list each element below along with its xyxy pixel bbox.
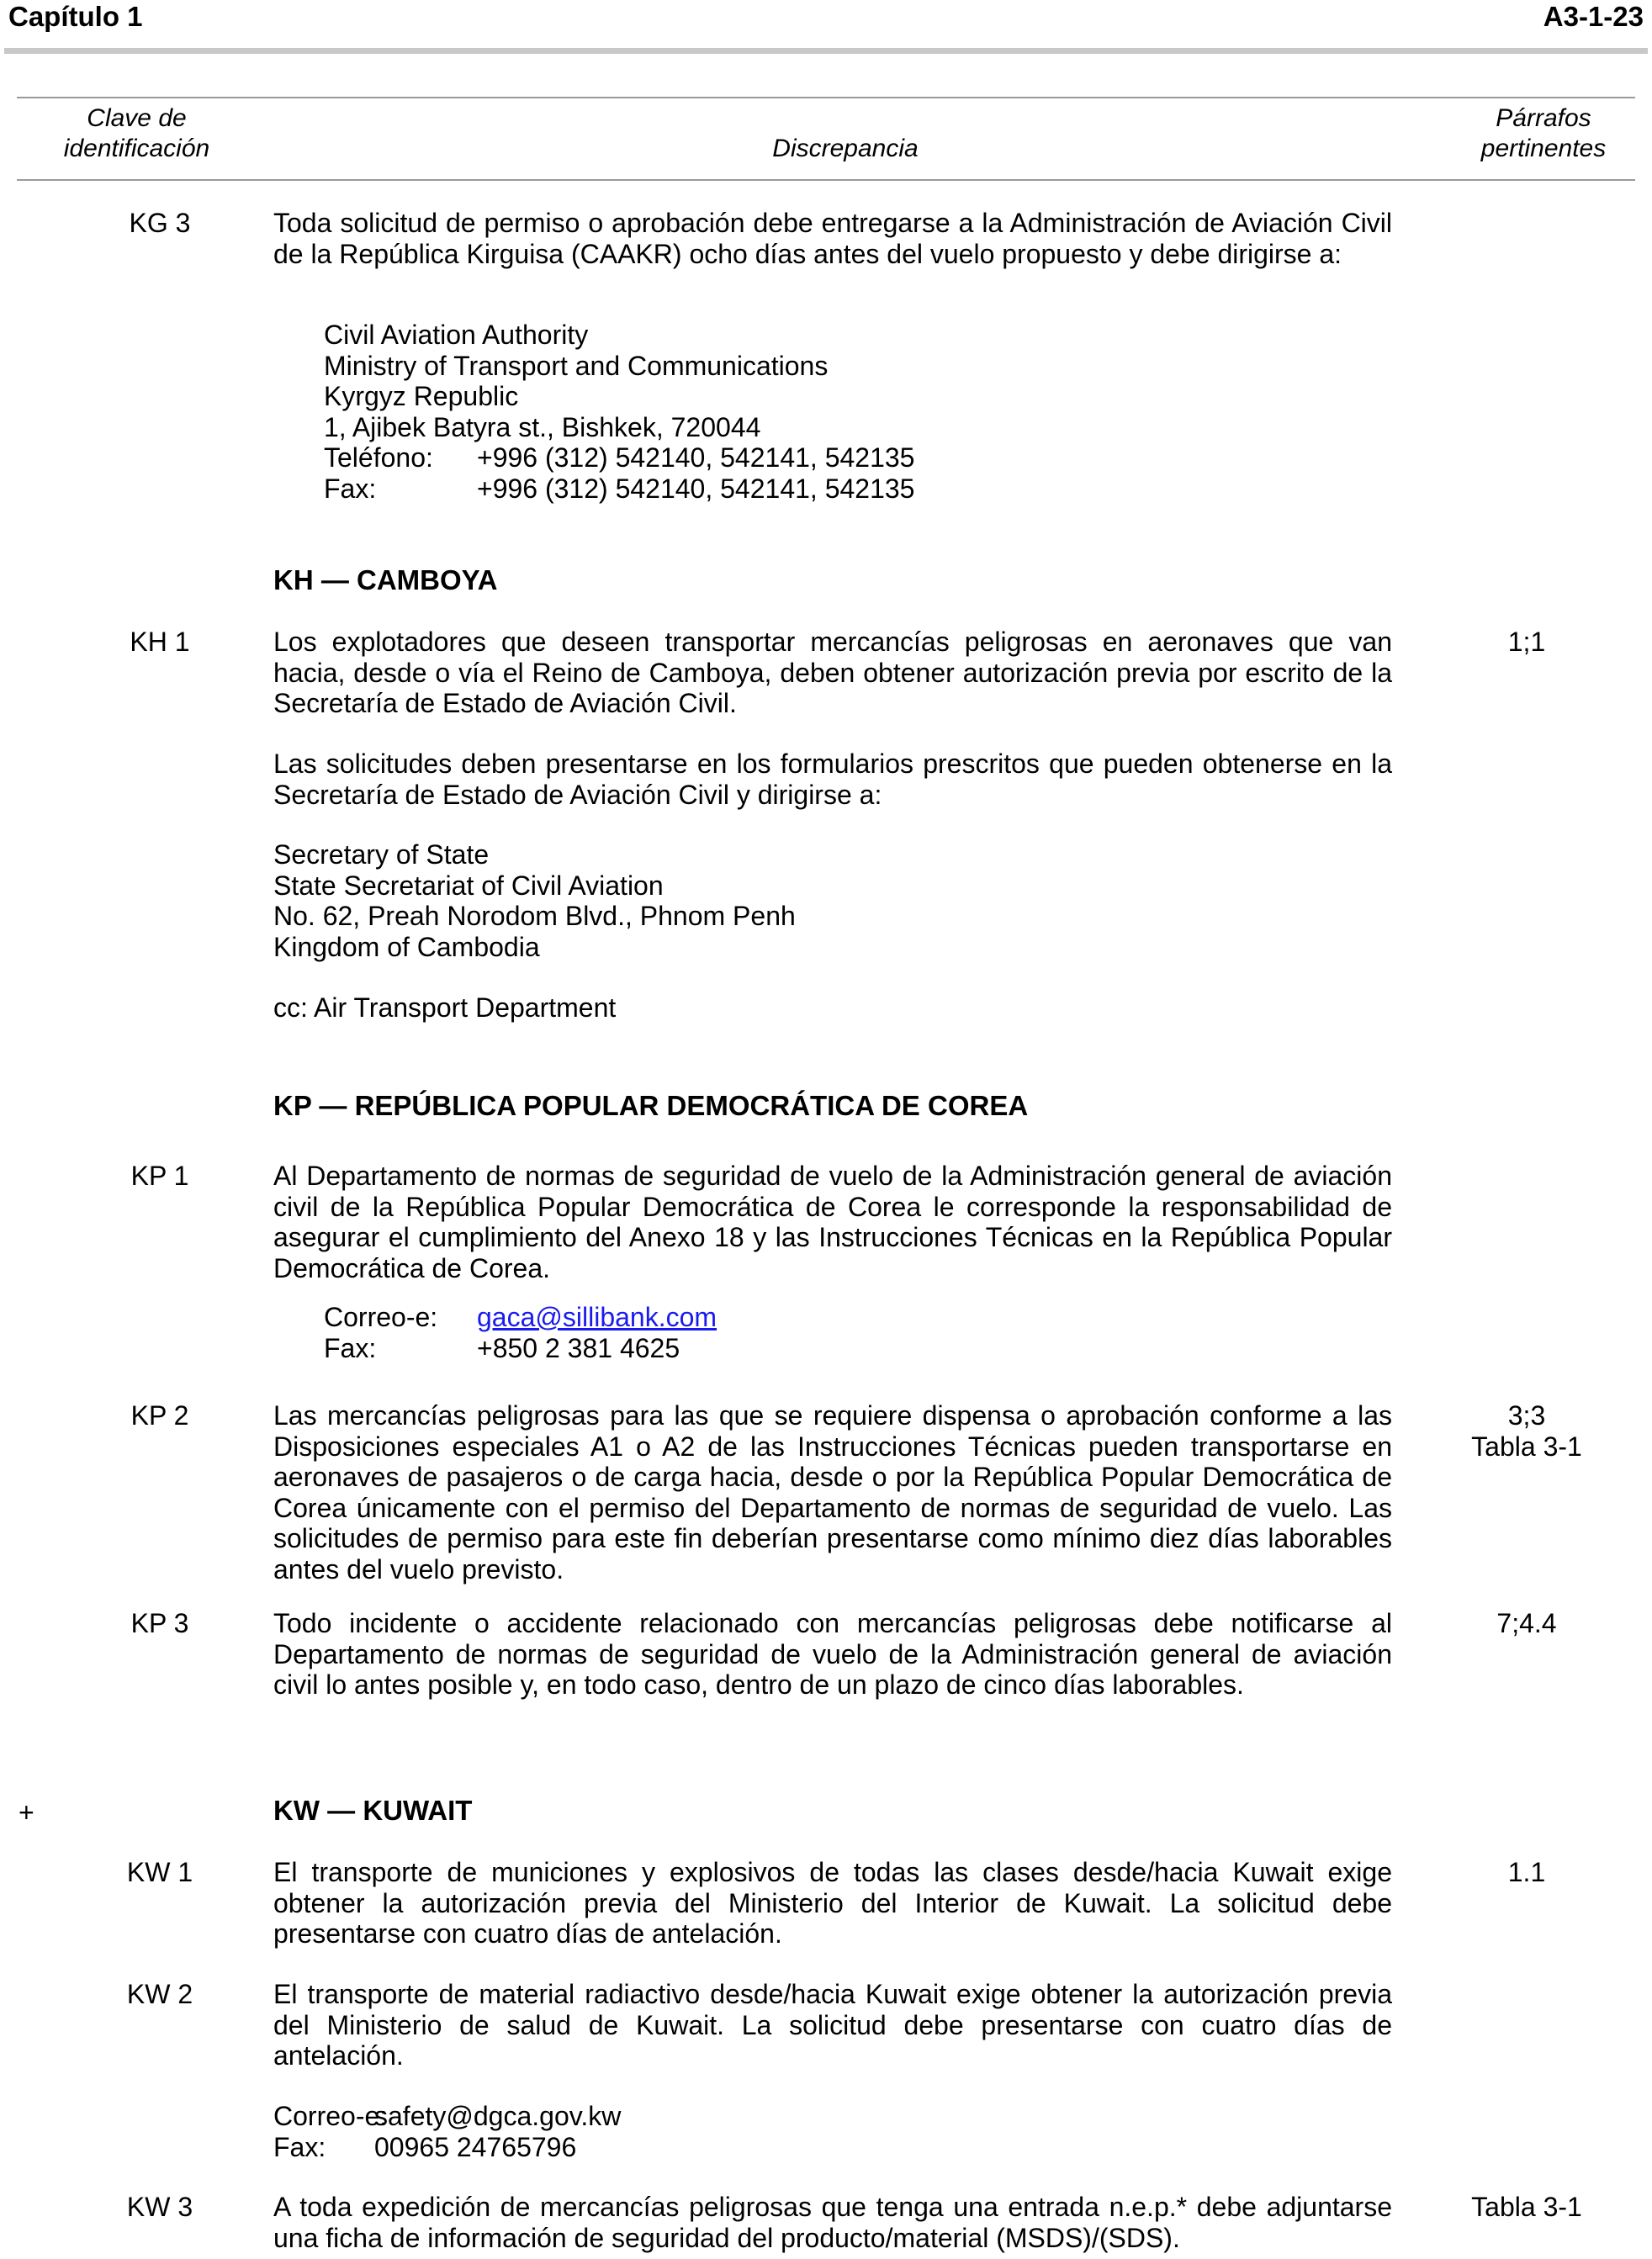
entry-text-kh1-applications: Las solicitudes deben presentarse en los formularios prescritos que pueden obtenerse en la Secretaría de Estado de Aviación Civil y dirigirse a: (273, 749, 1392, 810)
entry-key-kw2: KW 2 (126, 1979, 193, 2009)
entry-ref-kp3: 7;4.4 (1496, 1608, 1557, 1638)
chapter-title: Capítulo 1 (8, 1, 143, 32)
email-link[interactable]: gaca@sillibank.com (477, 1302, 717, 1332)
fax-row: Fax: +850 2 381 4625 (324, 1332, 680, 1363)
column-heading-key: Clave de identificación (63, 104, 210, 162)
section-heading-kp: KP — REPÚBLICA POPULAR DEMOCRÁTICA DE COREA (273, 1090, 1029, 1121)
header-divider (4, 48, 1648, 54)
entry-key-kp3: KP 3 (130, 1608, 189, 1638)
entry-key-kw3: KW 3 (126, 2192, 193, 2222)
column-heading-discrepancy: Discrepancia (772, 135, 919, 162)
entry-key-kh1: KH 1 (130, 627, 190, 657)
contact-block-kw (273, 2101, 1392, 2162)
entry-key-kp1: KP 1 (130, 1161, 189, 1191)
entry-text-kw3: A toda expedición de mercancías peligrosas que tenga una entrada n.e.p.* debe adjuntarse una ficha de información de seguridad del producto/material (MSDS)/(SDS). (273, 2192, 1392, 2253)
entry-text-kh1: Los explotadores que deseen transportar mercancías peligrosas en aeronaves que van hacia, desde o vía el Reino de Camboya, deben obtener autorización previa por escrito de la Secretaría de Estado de Aviación Civil. (273, 627, 1392, 718)
address-block-cambodia: Secretary of State State Secretariat of Civil Aviation No. 62, Preah Norodom Blvd., Phnom Penh Kingdom of Cambodia (273, 839, 796, 962)
entry-ref-kp2: 3;3 Tabla 3-1 (1471, 1400, 1582, 1462)
entry-key-kp2: KP 2 (130, 1400, 189, 1431)
email-row: Correo-e:safety@dgca.gov.kw (273, 2101, 622, 2131)
email-address: safety@dgca.gov.kw (374, 2101, 622, 2131)
entry-text-kg3: Toda solicitud de permiso o aprobación debe entregarse a la Administración de Aviación Civil de la República Kirguisa (CAAKR) ocho días antes del vuelo propuesto y debe dirigirse a: (273, 208, 1392, 269)
email-row: Correo-e: gaca@sillibank.com (324, 1302, 717, 1332)
entry-ref-kw1: 1.1 (1507, 1857, 1546, 1887)
entry-ref-kw3: Tabla 3-1 (1471, 2192, 1582, 2222)
revision-marker: + (19, 1797, 34, 1828)
entry-text-kp1: Al Departamento de normas de seguridad de vuelo de la Administración general de aviación civil de la República Popular Democrática de Corea le corresponde la responsabilidad de asegurar el cumplimiento del Anexo 18 y las Instrucciones Técnicas en la República Popular Democrática de Corea. (273, 1161, 1392, 1283)
address-block-kyrgyz: Civil Aviation Authority Ministry of Transport and Communications Kyrgyz Republic 1, Ajibek Batyra st., Bishkek, 720044 Teléfono: +996 (312) 542140, 542141, 542135 Fax: +996 (312) 542140, 542141, 542135 (324, 320, 1392, 504)
cc-line: cc: Air Transport Department (273, 992, 617, 1023)
table-top-rule (17, 97, 1635, 98)
column-headings (17, 97, 1635, 181)
page-header (8, 0, 1644, 34)
phone-row: Teléfono: +996 (312) 542140, 542141, 542135 (324, 442, 915, 473)
entry-text-kw1: El transporte de municiones y explosivos de todas las clases desde/hacia Kuwait exige obtener la autorización previa del Ministerio del Interior de Kuwait. La solicitud debe presentarse con cuatro días de antelación. (273, 1857, 1392, 1949)
contact-block-kp (324, 1302, 1392, 1363)
fax-row: Fax: +996 (312) 542140, 542141, 542135 (324, 473, 915, 504)
fax-row: Fax: 00965 24765796 (273, 2131, 577, 2162)
entry-key-kg3: KG 3 (129, 208, 191, 238)
section-heading-kw: KW — KUWAIT (273, 1795, 473, 1826)
table-header-rule (17, 179, 1635, 181)
page-number: A3-1-23 (1543, 1, 1644, 32)
entry-key-kw1: KW 1 (126, 1857, 193, 1887)
section-heading-kh: KH — CAMBOYA (273, 564, 498, 595)
entry-text-kp2: Las mercancías peligrosas para las que se requiere dispensa o aprobación conforme a las Disposiciones especiales A1 o A2 de las Instrucciones Técnicas pueden transportarse en aeronaves de pasajeros o de carga hacia, desde o por la República Popular Democrática de Corea únicamente con el permiso del Departamento de normas de seguridad de vuelo. Las solicitudes de permiso para este fin deberían presentarse como mínimo diez días laborables antes del vuelo previsto. (273, 1400, 1392, 1584)
column-heading-paragraphs: Párrafos pertinentes (1480, 104, 1607, 162)
entry-text-kw2: El transporte de material radiactivo desde/hacia Kuwait exige obtener la autorización previa del Ministerio de salud de Kuwait. La solicitud debe presentarse con cuatro días de antelación. (273, 1979, 1392, 2071)
entry-text-kp3: Todo incidente o accidente relacionado con mercancías peligrosas debe notificarse al Departamento de normas de seguridad de vuelo de la Administración general de aviación civil lo antes posible y, en todo caso, dentro de un plazo de cinco días laborables. (273, 1608, 1392, 1700)
entry-ref-kh1: 1;1 (1507, 627, 1546, 657)
